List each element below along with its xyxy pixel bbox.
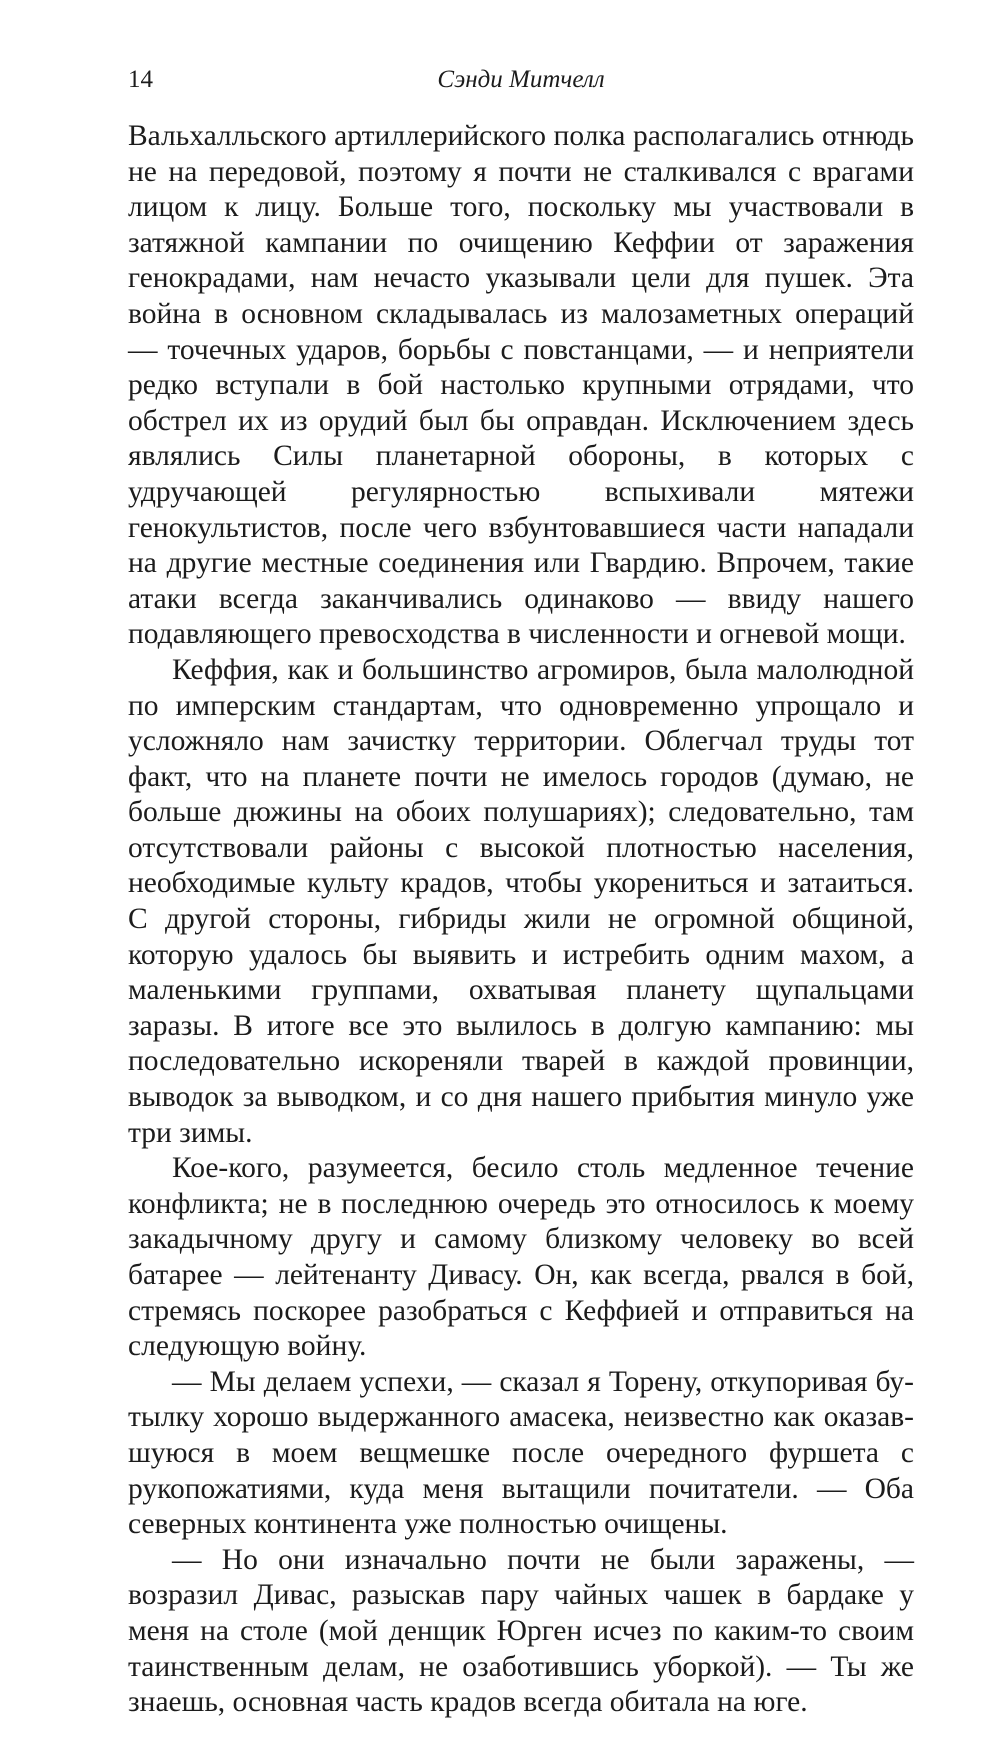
paragraph-2: Кеффия, как и большинство агромиров, была малолюдной по имперским стандартам, что одновременно упрощало и усложняло нам зачистку территории. Облегчал труды тот факт, что на планете почти не имелось городов (думаю, не больше дюжины на обоих полушариях); следовательно, там отсутствовали районы с высокой плотностью населения, необходимые культу крадов, чтобы укорениться и затаиться. С другой стороны, гибриды жили не огромной общиной, которую удалось бы выявить и истребить одним махом, а маленькими группами, охватывая планету щупальцами заразы. В итоге все это вылилось в долгую кампанию: мы последовательно искореняли тварей в каждой провинции, выводок за выводком, и со дня нашего прибытия минуло уже три зимы.	[128, 653, 914, 1149]
paragraph-4: — Мы делаем успехи, — сказал я Торену, откупоривая бутылку хорошо выдержанного амасека, неизвестно как оказавшуюся в моем вещмешке после очередного фуршета с рукопожатиями, куда меня вытащили почитатели. — Оба северных континента уже полностью очищены.	[128, 1365, 914, 1541]
page-number: 14	[128, 66, 153, 93]
paragraph-3: Кое-кого, разумеется, бесило столь медленное течение конфликта; не в последнюю очередь это относилось к моему закадычному другу и самому близкому человеку во всей батарее — лейтенанту Дивасу. Он, как всегда, рвался в бой, стремясь поскорее разобраться с Кеффией и отправиться на следующую войну.	[128, 1152, 914, 1363]
page-header	[128, 66, 914, 106]
body-text	[128, 119, 914, 1721]
paragraph-5: — Но они изначально почти не были заражены, — возразил Дивас, разыскав пару чайных чашек в бардаке у меня на столе (мой денщик Юрген исчез по каким-то своим таинственным делам, не озаботившись уборкой). — Ты же знаешь, основная часть крадов всегда обитала на юге.	[128, 1543, 914, 1719]
paragraph-1: Вальхалльского артиллерийского полка располагались отнюдь не на передовой, поэтому я почти не сталкивался с врагами лицом к лицу. Больше того, поскольку мы участвовали в затяжной кампании по очищению Кеффии от заражения генокрадами, нам нечасто указывали цели для пушек. Эта война в основном складывалась из малозаметных операций — точечных ударов, борьбы с повстанцами, — и неприятели редко вступали в бой настолько крупными отрядами, что обстрел их из орудий был бы оправдан. Исключением здесь являлись Силы планетарной обороны, в которых с удручающей регулярностью вспыхивали мятежи генокультистов, после чего взбунтовавшиеся части нападали на другие местные соединения или Гвардию. Впрочем, такие атаки всегда заканчивались одинаково — ввиду нашего подавляющего превосходства в численности и огневой мощи.	[128, 120, 914, 651]
running-title: Сэнди Митчелл	[437, 66, 605, 93]
